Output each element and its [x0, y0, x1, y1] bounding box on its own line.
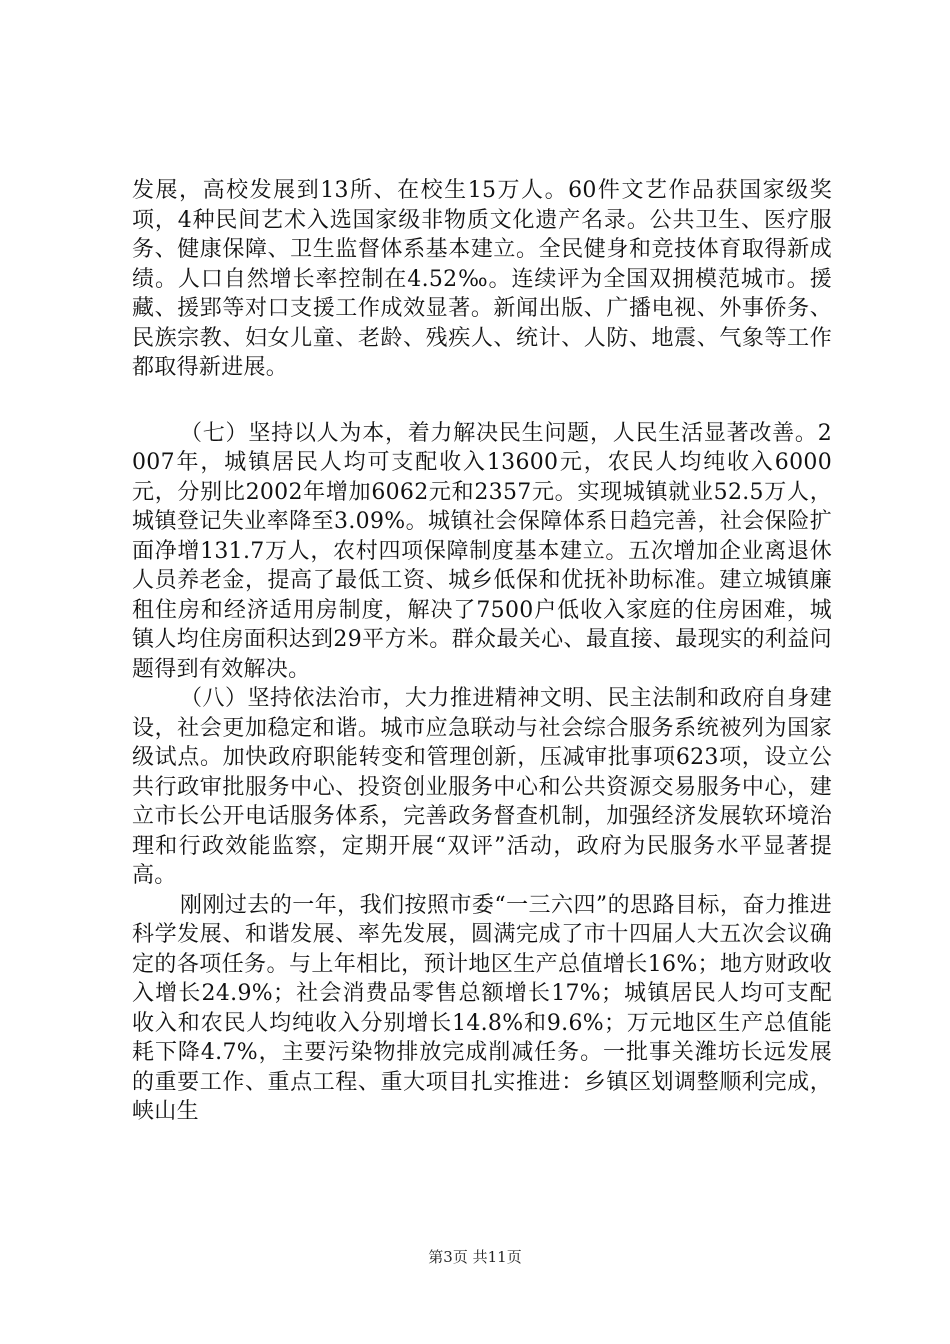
paragraph-3: （八）坚持依法治市，大力推进精神文明、民主法制和政府自身建设，社会更加稳定和谐。城市应急联动与社会综合服务系统被列为国家级试点。加快政府职能转变和管理创新，压减审批事项623项，设立公共行政审批服务中心、投资创业服务中心和公共资源交易服务中心，建立市长公开电话服务体系，完善政务督查机制，加强经济发展软环境治理和行政效能监察，定期开展“双评”活动，政府为民服务水平显著提高。: [132, 686, 832, 888]
page-number-footer: 第3页 共11页: [428, 1248, 522, 1266]
paragraph-4: 刚刚过去的一年，我们按照市委“一三六四”的思路目标，奋力推进科学发展、和谐发展、率先发展，圆满完成了市十四届人大五次会议确定的各项任务。与上年相比，预计地区生产总值增长16%；地方财政收入增长24.9%；社会消费品零售总额增长17%；城镇居民人均可支配收入和农民人均纯收入分别增长14.8%和9.6%；万元地区生产总值能耗下降4.7%，主要污染物排放完成削减任务。一批事关潍坊长远发展的重要工作、重点工程、重大项目扎实推进：乡镇区划调整顺利完成，峡山生: [132, 892, 832, 1124]
paragraph-2: （七）坚持以人为本，着力解决民生问题，人民生活显著改善。2007年，城镇居民人均可支配收入13600元，农民人均纯收入6000元，分别比2002年增加6062元和2357元。实现城镇就业52.5万人，城镇登记失业率降至3.09%。城镇社会保障体系日趋完善，社会保险扩面净增131.7万人，农村四项保障制度基本建立。五次增加企业离退休人员养老金，提高了最低工资、城乡低保和优抚补助标准。建立城镇廉租住房和经济适用房制度，解决了7500户低收入家庭的住房困难，城镇人均住房面积达到29平方米。群众最关心、最直接、最现实的利益问题得到有效解决。: [132, 420, 832, 682]
paragraph-1: 发展，高校发展到13所、在校生15万人。60件文艺作品获国家级奖项，4种民间艺术入选国家级非物质文化遗产名录。公共卫生、医疗服务、健康保障、卫生监督体系基本建立。全民健身和竞技体育取得新成绩。人口自然增长率控制在4.52‰。连续评为全国双拥模范城市。援藏、援郢等对口支援工作成效显著。新闻出版、广播电视、外事侨务、民族宗教、妇女儿童、老龄、残疾人、统计、人防、地震、气象等工作都取得新进展。: [132, 178, 832, 380]
document-body: [132, 176, 832, 1127]
